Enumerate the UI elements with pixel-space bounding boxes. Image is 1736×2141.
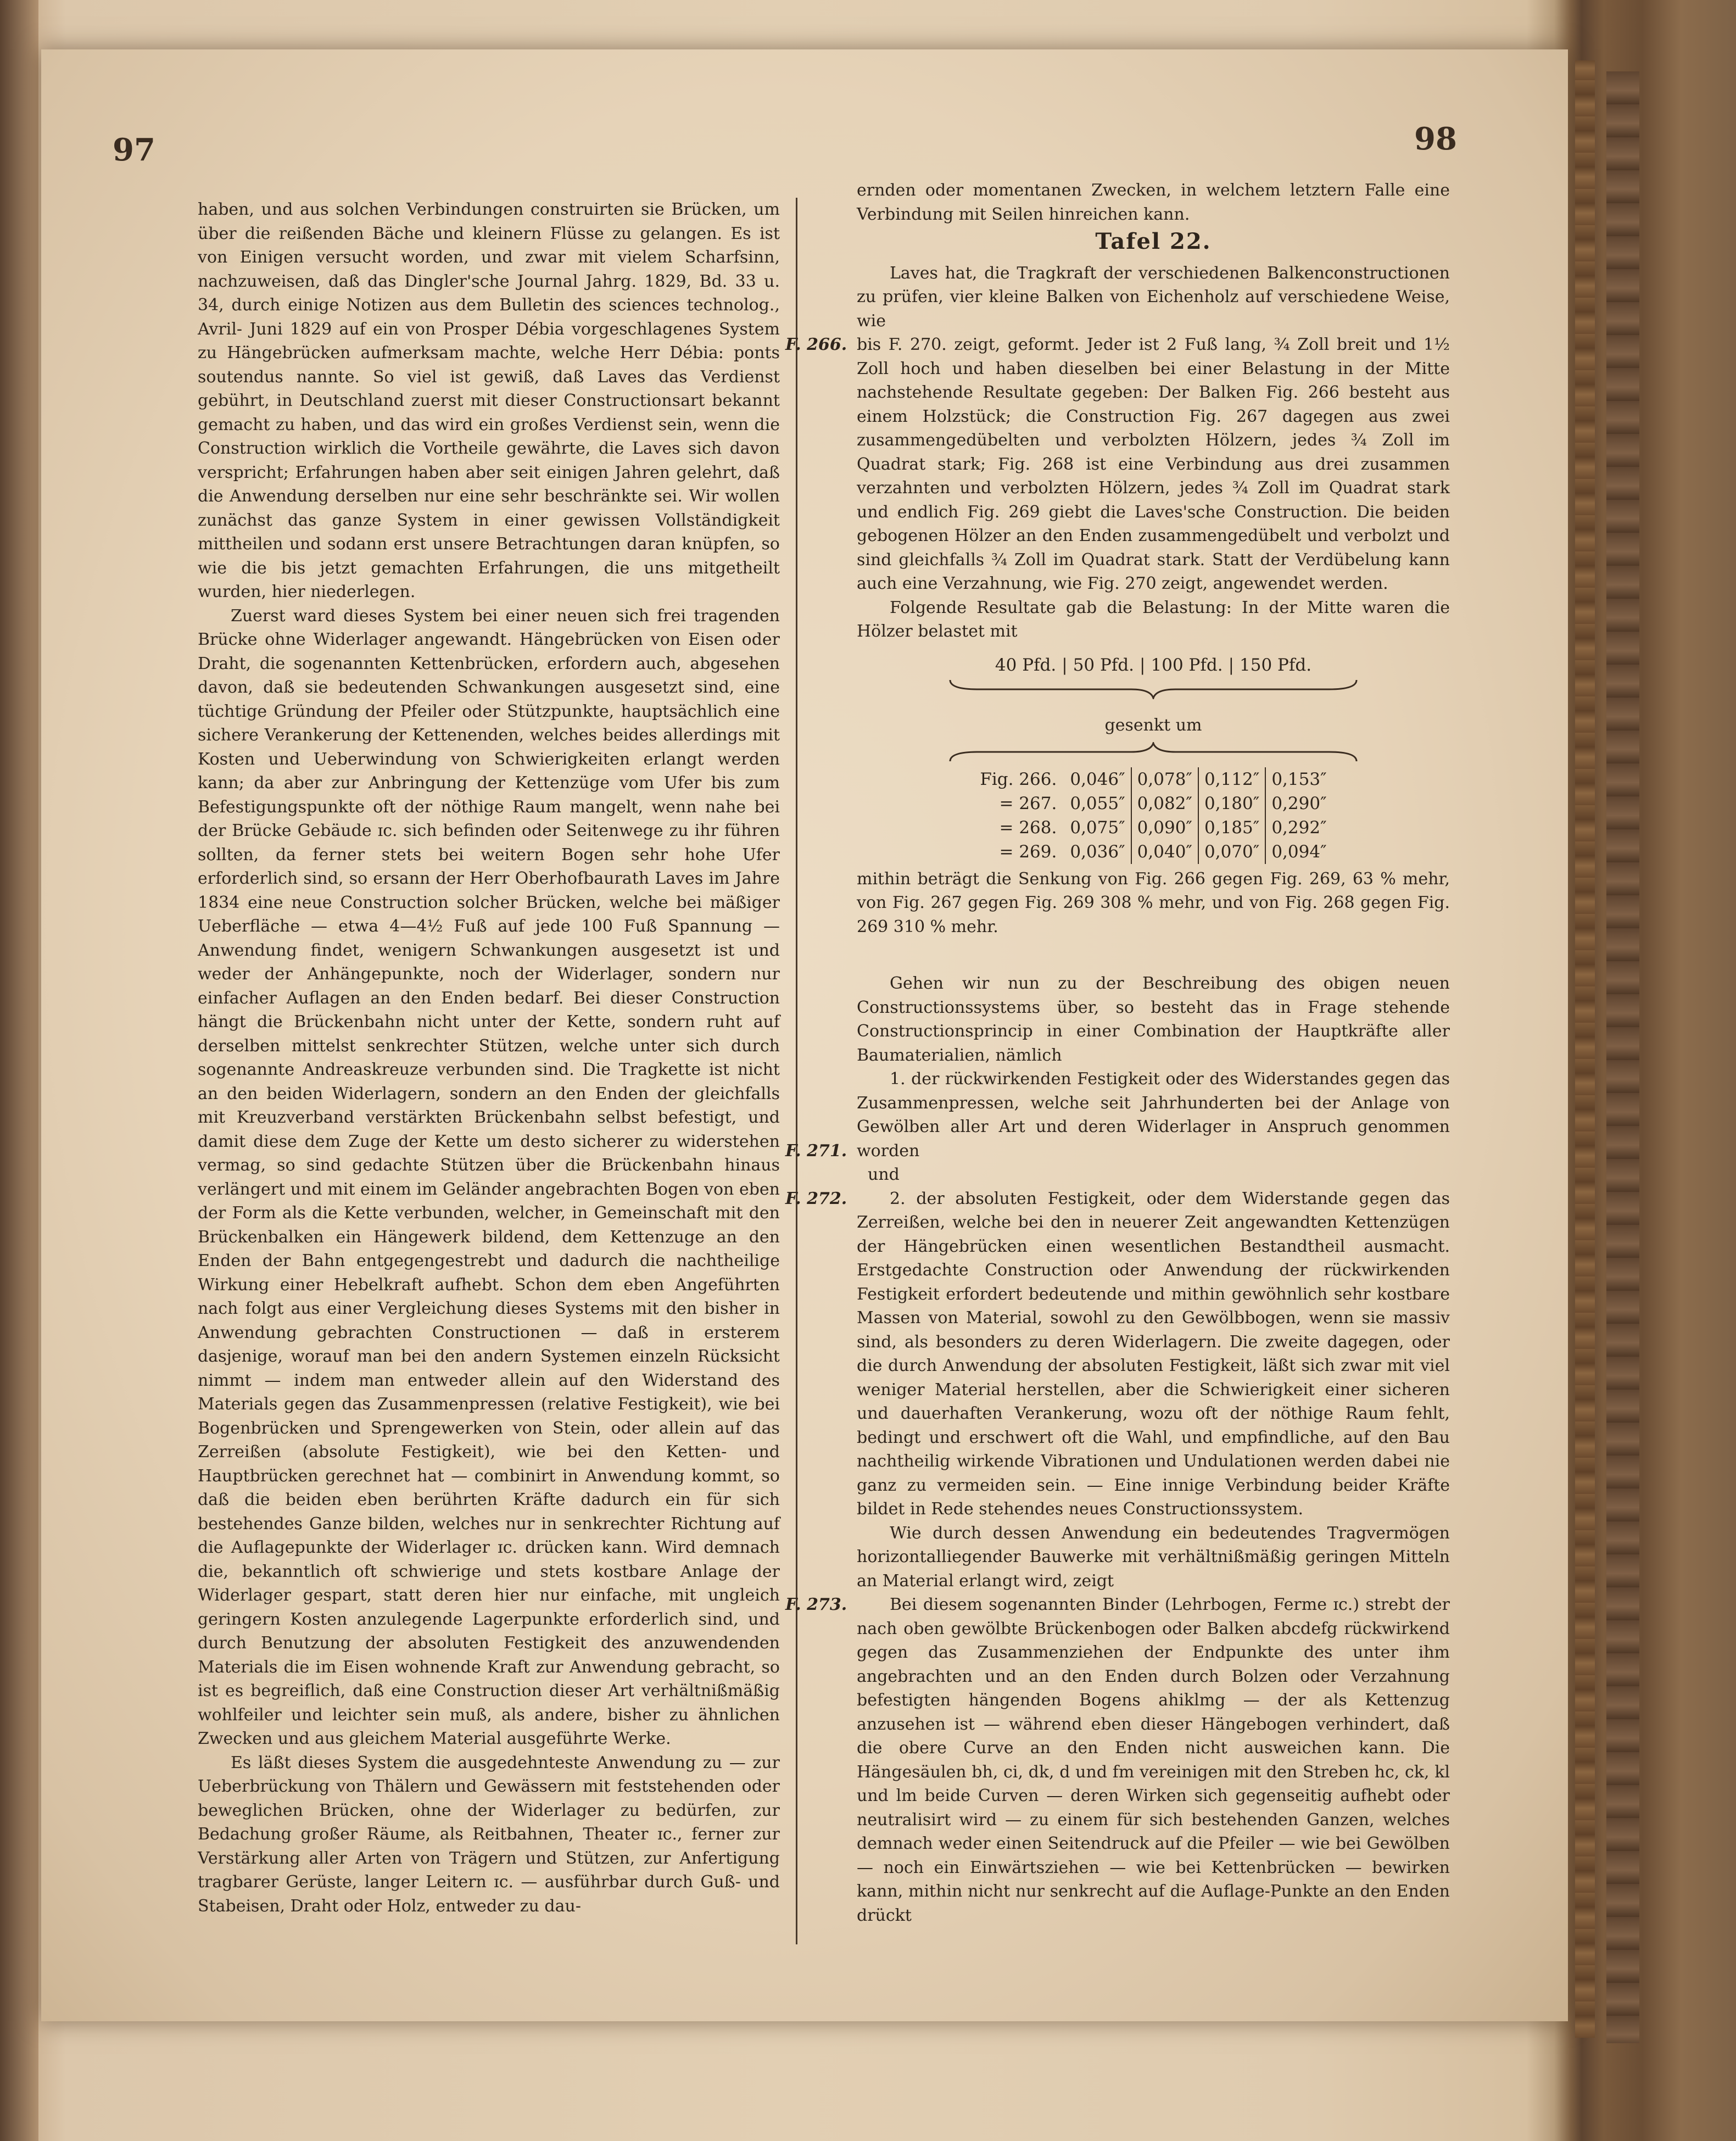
paragraph: Laves hat, die Tragkraft der verschiedenen Balkenconstructionen zu prüfen, vier kleine Balken von Eichenholz auf verschiedene Weise, wie [857,263,1450,331]
load-value: 100 Pfd. [1151,655,1223,675]
paragraph-text: 2. der absoluten Festigkeit, oder dem Widerstande gegen das Zerreißen, welche bei den in neuerer Zeit angewandten Kettenzügen der Hängebrücken einen wesentlichen Bestandtheil ausmacht. Erstgedachte Construction oder Anwendung der rückwirkenden Festigkeit erfordert bedeutende und mithin gewöhnlich sehr kostbare Massen von Material, sowohl zu den Gewölbbogen, wenn sie massiv sind, als besonders zu deren Widerlagern. Die zweite dagegen, oder die durch Anwendung der absoluten Festigkeit, läßt sich zwar mit viel weniger Material herstellen, aber die Schwierigkeit einer sicheren und dauerhaften Verankerung, wozu oft der nöthige Raum fehlt, bedingt und erschwert oft die Wahl, und empfindliche, auf den Bau nachtheilig wirkende Vibrationen und Undulationen werden dabei nie ganz zu vermeiden sein. — Eine innige Verbindung beider Kräfte bildet in Rede stehendes neues Constructionssystem. [857,1189,1450,1519]
paragraph: Folgende Resultate gab die Belastung: In der Mitte waren die Hölzer belastet mit [857,598,1450,641]
load-value: 50 Pfd. [1073,655,1135,675]
load-row: 40 Pfd. | 50 Pfd. | 100 Pfd. | 150 Pfd. [857,654,1450,678]
paragraph-with-figure-ref [857,1067,1450,1163]
figure-marker: F. 273. [785,1595,847,1614]
table-cell: 0,292″ [1265,816,1332,840]
paragraph-text: bis F. 270. zeigt, geformt. Jeder ist 2 Fuß lang, ¾ Zoll breit und 1½ Zoll hoch und haben dieselben bei einer Belastung in der Mitte nachstehende Resultate gegeben: Der Balken Fig. 266 besteht aus einem Holzstück; die Construction Fig. 267 dagegen aus zwei zusammengedübelten und verbolzten Hölzern, jedes ¾ Zoll im Quadrat stark; Fig. 268 ist eine Verbindung aus drei zusammen verzahnten und verbolzten Hölzern, jedes ¾ Zoll im Quadrat stark und endlich Fig. 269 giebt die Laves'sche Construction. Die beiden gebogenen Hölzer an den Enden zusammengedübelt und verbolzt und sind gleichfalls ¾ Zoll im Quadrat stark. Statt der Verdübelung kann auch eine Verzahnung, wie Fig. 270 zeigt, angewendet werden. [857,335,1450,593]
table-cell: 0,153″ [1265,767,1332,791]
table-cell: 0,046″ [1070,769,1125,789]
binding-gutter [0,0,38,2141]
load-value: 40 Pfd. [995,655,1057,675]
table-row [974,816,1332,840]
paragraph: mithin beträgt die Senkung von Fig. 266 gegen Fig. 269, 63 % mehr, von Fig. 267 gegen Fig. 269 308 % mehr, und von Fig. 268 gegen Fig. 269 310 % mehr. [857,869,1450,936]
paragraph: Wie durch dessen Anwendung ein bedeutendes Tragvermögen horizontalliegender Bauwerke mit verhältnißmäßig geringen Mitteln an Material erlangt wird, zeigt [857,1523,1450,1591]
table-cell: 0,090″ [1131,816,1198,840]
page-number-right: 98 [1414,121,1457,157]
table-cell: 0,075″ [1070,817,1125,838]
paragraph-with-figure-ref [785,333,1450,596]
book-edge-band [1575,60,1595,2038]
table-cell: = 267. [999,793,1057,813]
curly-brace-graphic [945,742,1362,764]
right-text-column [785,179,1450,1927]
table-caption: gesenkt um [1104,716,1202,735]
figure-marker: F. 271. [785,1141,847,1161]
paragraph-with-figure-ref [785,1187,1450,1521]
paragraph: Es läßt dieses System die ausgedehnteste Anwendung zu — zur Ueberbrückung von Thälern und Gewässern mit feststehenden oder beweglichen Brücken, ohne der Widerlager zu bedürfen, zur Bedachung großer Räume, als Reitbahnen, Theater ɪc., ferner zur Verstärkung aller Arten von Trägern und Stützen, zur Anfertigung tragbarer Gerüste, langer Leitern ɪc. — ausführbar durch Guß- und Stabeisen, Draht oder Holz, entweder zu dau- [198,1753,780,1916]
table-cell: 0,040″ [1131,840,1198,864]
table-row [974,840,1332,864]
paragraph-with-figure-ref [785,1141,1450,1187]
page-number-left: 97 [113,132,155,168]
load-value: 150 Pfd. [1240,655,1312,675]
table-cell: = 268. [999,817,1057,838]
left-text-column [198,198,780,1918]
table-cell: = 269. [999,841,1057,862]
column-divider [796,198,797,1944]
curly-brace-graphic [945,677,1362,699]
table-row [974,791,1332,816]
table-cell: 0,094″ [1265,840,1332,864]
table-cell: 0,036″ [1070,841,1125,862]
table-cell: 0,180″ [1198,791,1265,816]
table-cell: Fig. 266. [980,769,1057,789]
deflection-table [974,767,1332,864]
table-cell: 0,070″ [1198,840,1265,864]
table-cell: 0,055″ [1070,793,1125,813]
table-cell: 0,078″ [1131,767,1198,791]
figure-marker: F. 266. [785,335,847,354]
table-cell: 0,112″ [1198,767,1265,791]
table-cell: 0,185″ [1198,816,1265,840]
table-cell: 0,290″ [1265,791,1332,816]
paragraph-with-figure-ref [785,1593,1450,1927]
paragraph-text: und [868,1165,900,1184]
paragraph-text: 1. der rückwirkenden Festigkeit oder des Widerstandes gegen das Zusammenpressen, welche seit Jahrhunderten bei der Anlage von Gewölben aller Art und deren Widerlager in Anspruch genommen worden [857,1069,1450,1161]
plate-heading: Tafel 22. [1095,228,1212,254]
table-cell: 0,082″ [1131,791,1198,816]
paragraph: Gehen wir nun zu der Beschreibung des obigen neuen Constructionssystems über, so besteht das in Frage stehende Constructionsprincip in einer Combination der Hauptkräfte aller Baumaterialien, nämlich [857,974,1450,1065]
book-cover-edge [1606,71,1639,2043]
table-row [974,767,1332,791]
paragraph: ernden oder momentanen Zwecken, in welchem letztern Falle eine Verbindung mit Seilen hinreichen kann. [857,181,1450,224]
paragraph-text: Bei diesem sogenannten Binder (Lehrbogen, Ferme ɪc.) strebt der nach oben gewölbte Brückenbogen oder Balken abcdefg rückwirkend gegen das Zusammenziehen der Endpunkte des unter ihm angebrachten und an den Enden durch Bolzen oder Verzahnung befestigten hängenden Bogens ahiklmg — der als Kettenzug anzusehen ist — während eben dieser Hängebogen verhindert, daß die obere Curve an den Enden nicht ausweichen kann. Die Hängesäulen bh, ci, dk, d und fm vereinigen mit den Streben hc, ck, kl und lm beide Curven — deren Wirken sich gegenseitig aufhebt oder neutralisirt wird — zu einem für sich bestehenden Ganzen, welches demnach weder einen Seitendruck auf die Pfeiler — wie bei Gewölben — noch ein Einwärtsziehen — wie bei Kettenbrücken — bewirken kann, mithin nicht nur senkrecht auf die Auflage-Punkte an den Enden drückt [857,1595,1450,1925]
paragraph: Zuerst ward dieses System bei einer neuen sich frei tragenden Brücke ohne Widerlager angewandt. Hängebrücken von Eisen oder Draht, die sogenannten Kettenbrücken, erfordern auch, abgesehen davon, daß sie bedeutenden Schwankungen ausgesetzt sind, eine tüchtige Gründung der Pfeiler oder Stützpunkte, hauptsächlich eine sichere Verankerung der Kettenenden, welches beides allerdings mit Kosten und Ueberwindung von Schwierigkeiten erlangt werden kann; da aber zur Anbringung der Kettenzüge vom Ufer bis zum Befestigungspunkte oft der nöthige Raum mangelt, wenn nahe bei der Brücke Gebäude ɪc. sich befinden oder Seitenwege zu ihr führen sollten, da ferner stets bei weitern Bogen sehr hohe Ufer erforderlich sind, so ersann der Herr Oberhofbaurath Laves im Jahre 1834 eine neue Construction solcher Brücken, welche bei mäßiger Ueberfläche — etwa 4—4½ Fuß auf jede 100 Fuß Spannung — Anwendung findet, wenigern Schwankungen ausgesetzt ist und weder der Anhängepunkte, noch der Widerlager, sondern nur einfacher Auflagen an den Enden bedarf. Bei dieser Construction hängt die Brückenbahn nicht unter der Kette, sondern ruht auf derselben mittelst senkrechter Stützen, welche unter sich durch sogenannte Andreaskreuze verbunden sind. Die Tragkette ist nicht an den beiden Widerlagern, sondern an den Enden der gleichfalls mit Kreuzverband verstärkten Brückenbahn selbst befestigt, und damit diese dem Zuge der Kette um desto sicherer zu widerstehen vermag, so sind gedachte Stützen über die Brückenbahn hinaus verlängert und mit einem im Geländer angebrachten Bogen von eben der Form als die Kette verbunden, welcher, in Gemeinschaft mit den Brückenbalken ein Hängewerk bildend, dem Kettenzuge an den Enden der Bahn entgegengestrebt und dadurch die nachtheilige Wirkung einer Hebelkraft aufhebt. Schon dem eben Angeführten nach folgt aus einer Vergleichung dieses Systems mit den bisher in Anwendung gebrachten Constructionen — daß in ersterem dasjenige, worauf man bei den andern Systemen einzeln Rücksicht nimmt — indem man entweder allein auf den Widerstand des Materials gegen das Zusammenpressen (relative Festigkeit), wie bei Bogenbrücken und Sprengewerken von Stein, oder allein auf das Zerreißen (absolute Festigkeit), wie bei den Ketten- und Hauptbrücken gerechnet hat — combinirt in Anwendung kommt, so daß die beiden eben berührten Kräfte dadurch ein für sich bestehendes Ganze bilden, welches nur in senkrechter Richtung auf die Auflagepunkte der Widerlager ɪc. drücken kann. Wird demnach die, bekanntlich oft schwierige und stets kostbare Anlage der Widerlager gespart, statt deren hier nur einfache, mit ungleich geringern Kosten anzulegende Lagerpunkte erforderlich sind, und durch Benutzung der absoluten Festigkeit des anzuwendenden Materials die im Eisen wohnende Kraft zur Anwendung gebracht, so ist es begreiflich, daß eine Construction dieser Art verhältnißmäßig wohlfeiler und leichter sein muß, als andere, bisher zu ähnlichen Zwecken und aus gleichem Material ausgeführte Werke. [198,606,780,1748]
spacer [857,939,1450,972]
paragraph: haben, und aus solchen Verbindungen construirten sie Brücken, um über die reißenden Bäche und kleinern Flüsse zu gelangen. Es ist von Einigen versucht worden, und zwar mit vielem Scharfsinn, nachzuweisen, daß das Dingler'sche Journal Jahrg. 1829, Bd. 33 u. 34, durch einige Notizen aus dem Bulletin des sciences technolog., Avril- Juni 1829 auf ein von Prosper Débia vorgeschlagenes System zu Hängebrücken aufmerksam machte, welche Herr Débia: ponts soutendus nannte. So viel ist gewiß, daß Laves das Verdienst gebührt, in Deutschland zuerst mit dieser Constructionsart bekannt gemacht zu haben, und das wird ein großes Verdienst sein, wenn die Construction wirklich die Vortheile gewährte, die Laves sich davon verspricht; Erfahrungen haben aber seit einigen Jahren gelehrt, daß die Anwendung derselben nur eine sehr beschränkte sei. Wir wollen zunächst das ganze System in einer gewissen Vollständigkeit mittheilen und sodann erst unsere Betrachtungen daran knüpfen, so wie die bis jetzt gemachten Erfahrungen, die uns mitgetheilt wurden, hier niederlegen. [198,200,780,601]
figure-marker: F. 272. [785,1189,847,1208]
